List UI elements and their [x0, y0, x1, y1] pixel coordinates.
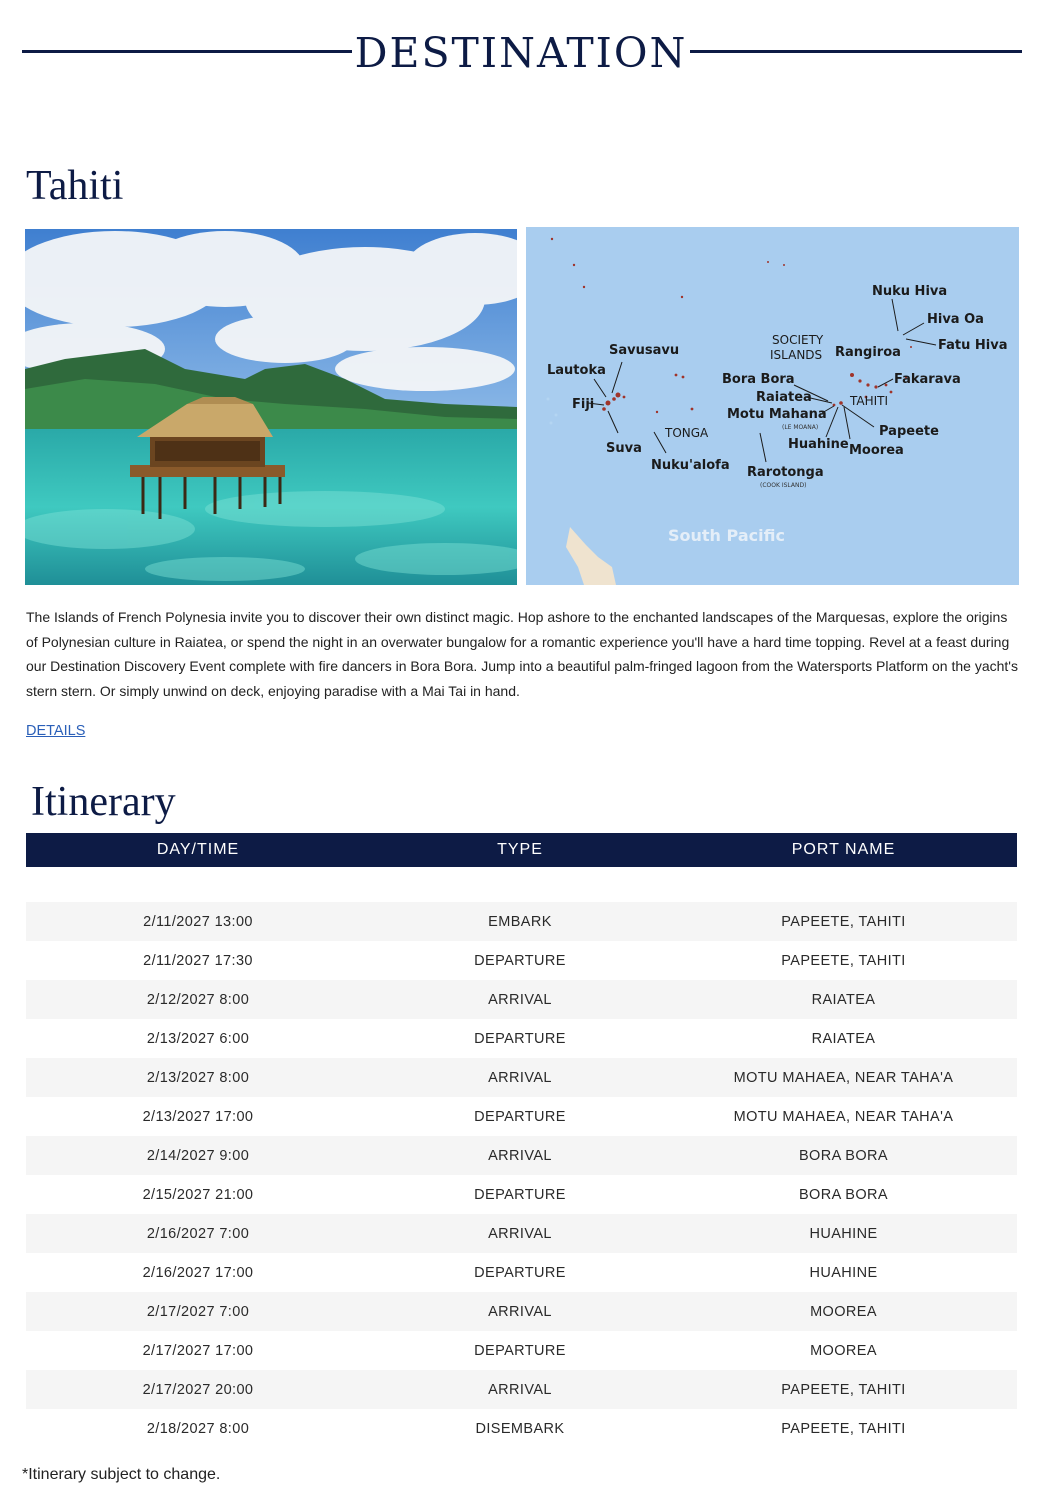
label-hiva-oa: Hiva Oa — [927, 312, 984, 327]
cell-port-name: PAPEETE, TAHITI — [781, 1381, 906, 1398]
table-row — [26, 1136, 1017, 1175]
table-row — [26, 1214, 1017, 1253]
cell-type: ARRIVAL — [488, 1225, 552, 1242]
label-nukualofa: Nuku'alofa — [651, 458, 730, 473]
cell-day-time: 2/17/2027 7:00 — [146, 1303, 250, 1320]
label-rarotonga: Rarotonga — [747, 465, 824, 480]
cell-day-time: 2/13/2027 17:00 — [142, 1108, 254, 1125]
label-fakarava: Fakarava — [894, 372, 961, 387]
cell-day-time: 2/15/2027 21:00 — [142, 1186, 254, 1203]
table-row — [26, 1019, 1017, 1058]
cell-port-name: PAPEETE, TAHITI — [781, 913, 906, 930]
table-row — [26, 1409, 1017, 1448]
cell-type: ARRIVAL — [488, 1069, 552, 1086]
cell-type: ARRIVAL — [488, 1381, 552, 1398]
label-le-moana: (LE MOANA) — [782, 424, 819, 431]
label-society: SOCIETY — [772, 333, 824, 347]
label-nuku-hiva: Nuku Hiva — [872, 284, 948, 299]
cell-type: DEPARTURE — [474, 1342, 566, 1359]
itinerary-table-body — [26, 902, 1017, 1448]
cell-type: DEPARTURE — [474, 1186, 566, 1203]
cell-port-name: BORA BORA — [798, 1186, 888, 1203]
table-row — [26, 1370, 1017, 1409]
label-tonga: TONGA — [665, 426, 709, 440]
cell-day-time: 2/16/2027 17:00 — [142, 1264, 254, 1281]
cell-port-name: HUAHINE — [809, 1264, 878, 1281]
cell-type: ARRIVAL — [488, 991, 552, 1008]
label-raiatea: Raiatea — [756, 390, 812, 405]
table-row — [26, 902, 1017, 941]
label-moorea: Moorea — [849, 443, 904, 458]
section-header — [0, 26, 1043, 80]
table-row — [26, 1058, 1017, 1097]
cell-type: DEPARTURE — [474, 1108, 566, 1125]
column-header-type: TYPE — [497, 841, 543, 858]
destination-description: The Islands of French Polynesia invite you to discover their own distinct magic. Hop ashore to the enchanted landscapes of the Marquesas, explore the origins of Polynesian culture in Raiatea, or spend the night in an overwater bungalow for a romantic experience you'll have a hard time topping. Revel at a feast during our Destination Discovery Event complete with fire dancers in Bora Bora. Jump into a beautiful palm-fringed lagoon from the Watersports Platform on the yacht's stern stern. Or simply unwind on deck, enjoying paradise with a Mai Tai in hand. — [26, 609, 1018, 699]
cell-port-name: MOTU MAHAEA, NEAR TAHA'A — [733, 1108, 954, 1125]
cell-type: DISEMBARK — [475, 1420, 565, 1437]
column-header-port-name: PORT NAME — [791, 841, 896, 858]
cell-port-name: BORA BORA — [798, 1147, 888, 1164]
cell-day-time: 2/12/2027 8:00 — [146, 991, 250, 1008]
section-title: DESTINATION — [354, 29, 688, 77]
table-row — [26, 1175, 1017, 1214]
cell-day-time: 2/11/2027 13:00 — [143, 913, 253, 930]
label-tahiti: TAHITI — [850, 394, 889, 408]
cell-day-time: 2/11/2027 17:30 — [143, 952, 253, 969]
cell-day-time: 2/13/2027 8:00 — [146, 1069, 250, 1086]
table-row — [26, 1253, 1017, 1292]
cell-type: ARRIVAL — [488, 1147, 552, 1164]
itinerary-table-header — [26, 833, 1017, 867]
cell-port-name: MOOREA — [810, 1342, 877, 1359]
label-huahine: Huahine — [788, 437, 849, 452]
cell-type: DEPARTURE — [474, 1030, 566, 1047]
cell-port-name: PAPEETE, TAHITI — [781, 952, 906, 969]
table-row — [26, 941, 1017, 980]
itinerary-note: *Itinerary subject to change. — [22, 1466, 221, 1483]
label-fiji: Fiji — [572, 397, 595, 412]
route-map — [526, 227, 1019, 585]
itinerary-title: Itinerary — [31, 779, 176, 825]
cell-type: EMBARK — [488, 913, 552, 930]
cell-day-time: 2/17/2027 20:00 — [142, 1381, 254, 1398]
destination-name: Tahiti — [26, 163, 124, 209]
cell-port-name: PAPEETE, TAHITI — [781, 1420, 906, 1437]
label-fatu-hiva: Fatu Hiva — [938, 338, 1008, 353]
column-header-day-time: DAY/TIME — [156, 841, 240, 858]
label-islands: ISLANDS — [770, 348, 823, 362]
cell-day-time: 2/13/2027 6:00 — [146, 1030, 250, 1047]
table-row — [26, 980, 1017, 1019]
cell-type: DEPARTURE — [474, 952, 566, 969]
header-rule-left — [22, 50, 352, 53]
details-link[interactable]: DETAILS — [26, 723, 86, 739]
cell-port-name: RAIATEA — [811, 1030, 876, 1047]
table-row — [26, 1331, 1017, 1370]
label-savusavu: Savusavu — [609, 343, 680, 358]
cell-day-time: 2/18/2027 8:00 — [146, 1420, 250, 1437]
table-row — [26, 1292, 1017, 1331]
cell-port-name: MOTU MAHAEA, NEAR TAHA'A — [733, 1069, 954, 1086]
cell-port-name: RAIATEA — [811, 991, 876, 1008]
cell-day-time: 2/16/2027 7:00 — [146, 1225, 250, 1242]
label-lautoka: Lautoka — [547, 363, 606, 378]
cell-day-time: 2/14/2027 9:00 — [146, 1147, 250, 1164]
label-rangiroa: Rangiroa — [835, 345, 901, 360]
cell-type: ARRIVAL — [488, 1303, 552, 1320]
label-cook-island: (COOK ISLAND) — [760, 482, 807, 489]
label-south-pacific: South Pacific — [668, 526, 785, 545]
label-papeete: Papeete — [879, 424, 939, 439]
cell-port-name: MOOREA — [810, 1303, 877, 1320]
label-motu-mahana: Motu Mahana — [727, 407, 827, 422]
header-rule-right — [690, 50, 1022, 53]
cell-day-time: 2/17/2027 17:00 — [142, 1342, 254, 1359]
cell-port-name: HUAHINE — [809, 1225, 878, 1242]
table-row — [26, 1097, 1017, 1136]
cell-type: DEPARTURE — [474, 1264, 566, 1281]
label-suva: Suva — [606, 441, 642, 456]
destination-photo — [25, 229, 517, 585]
label-bora-bora: Bora Bora — [722, 372, 795, 387]
